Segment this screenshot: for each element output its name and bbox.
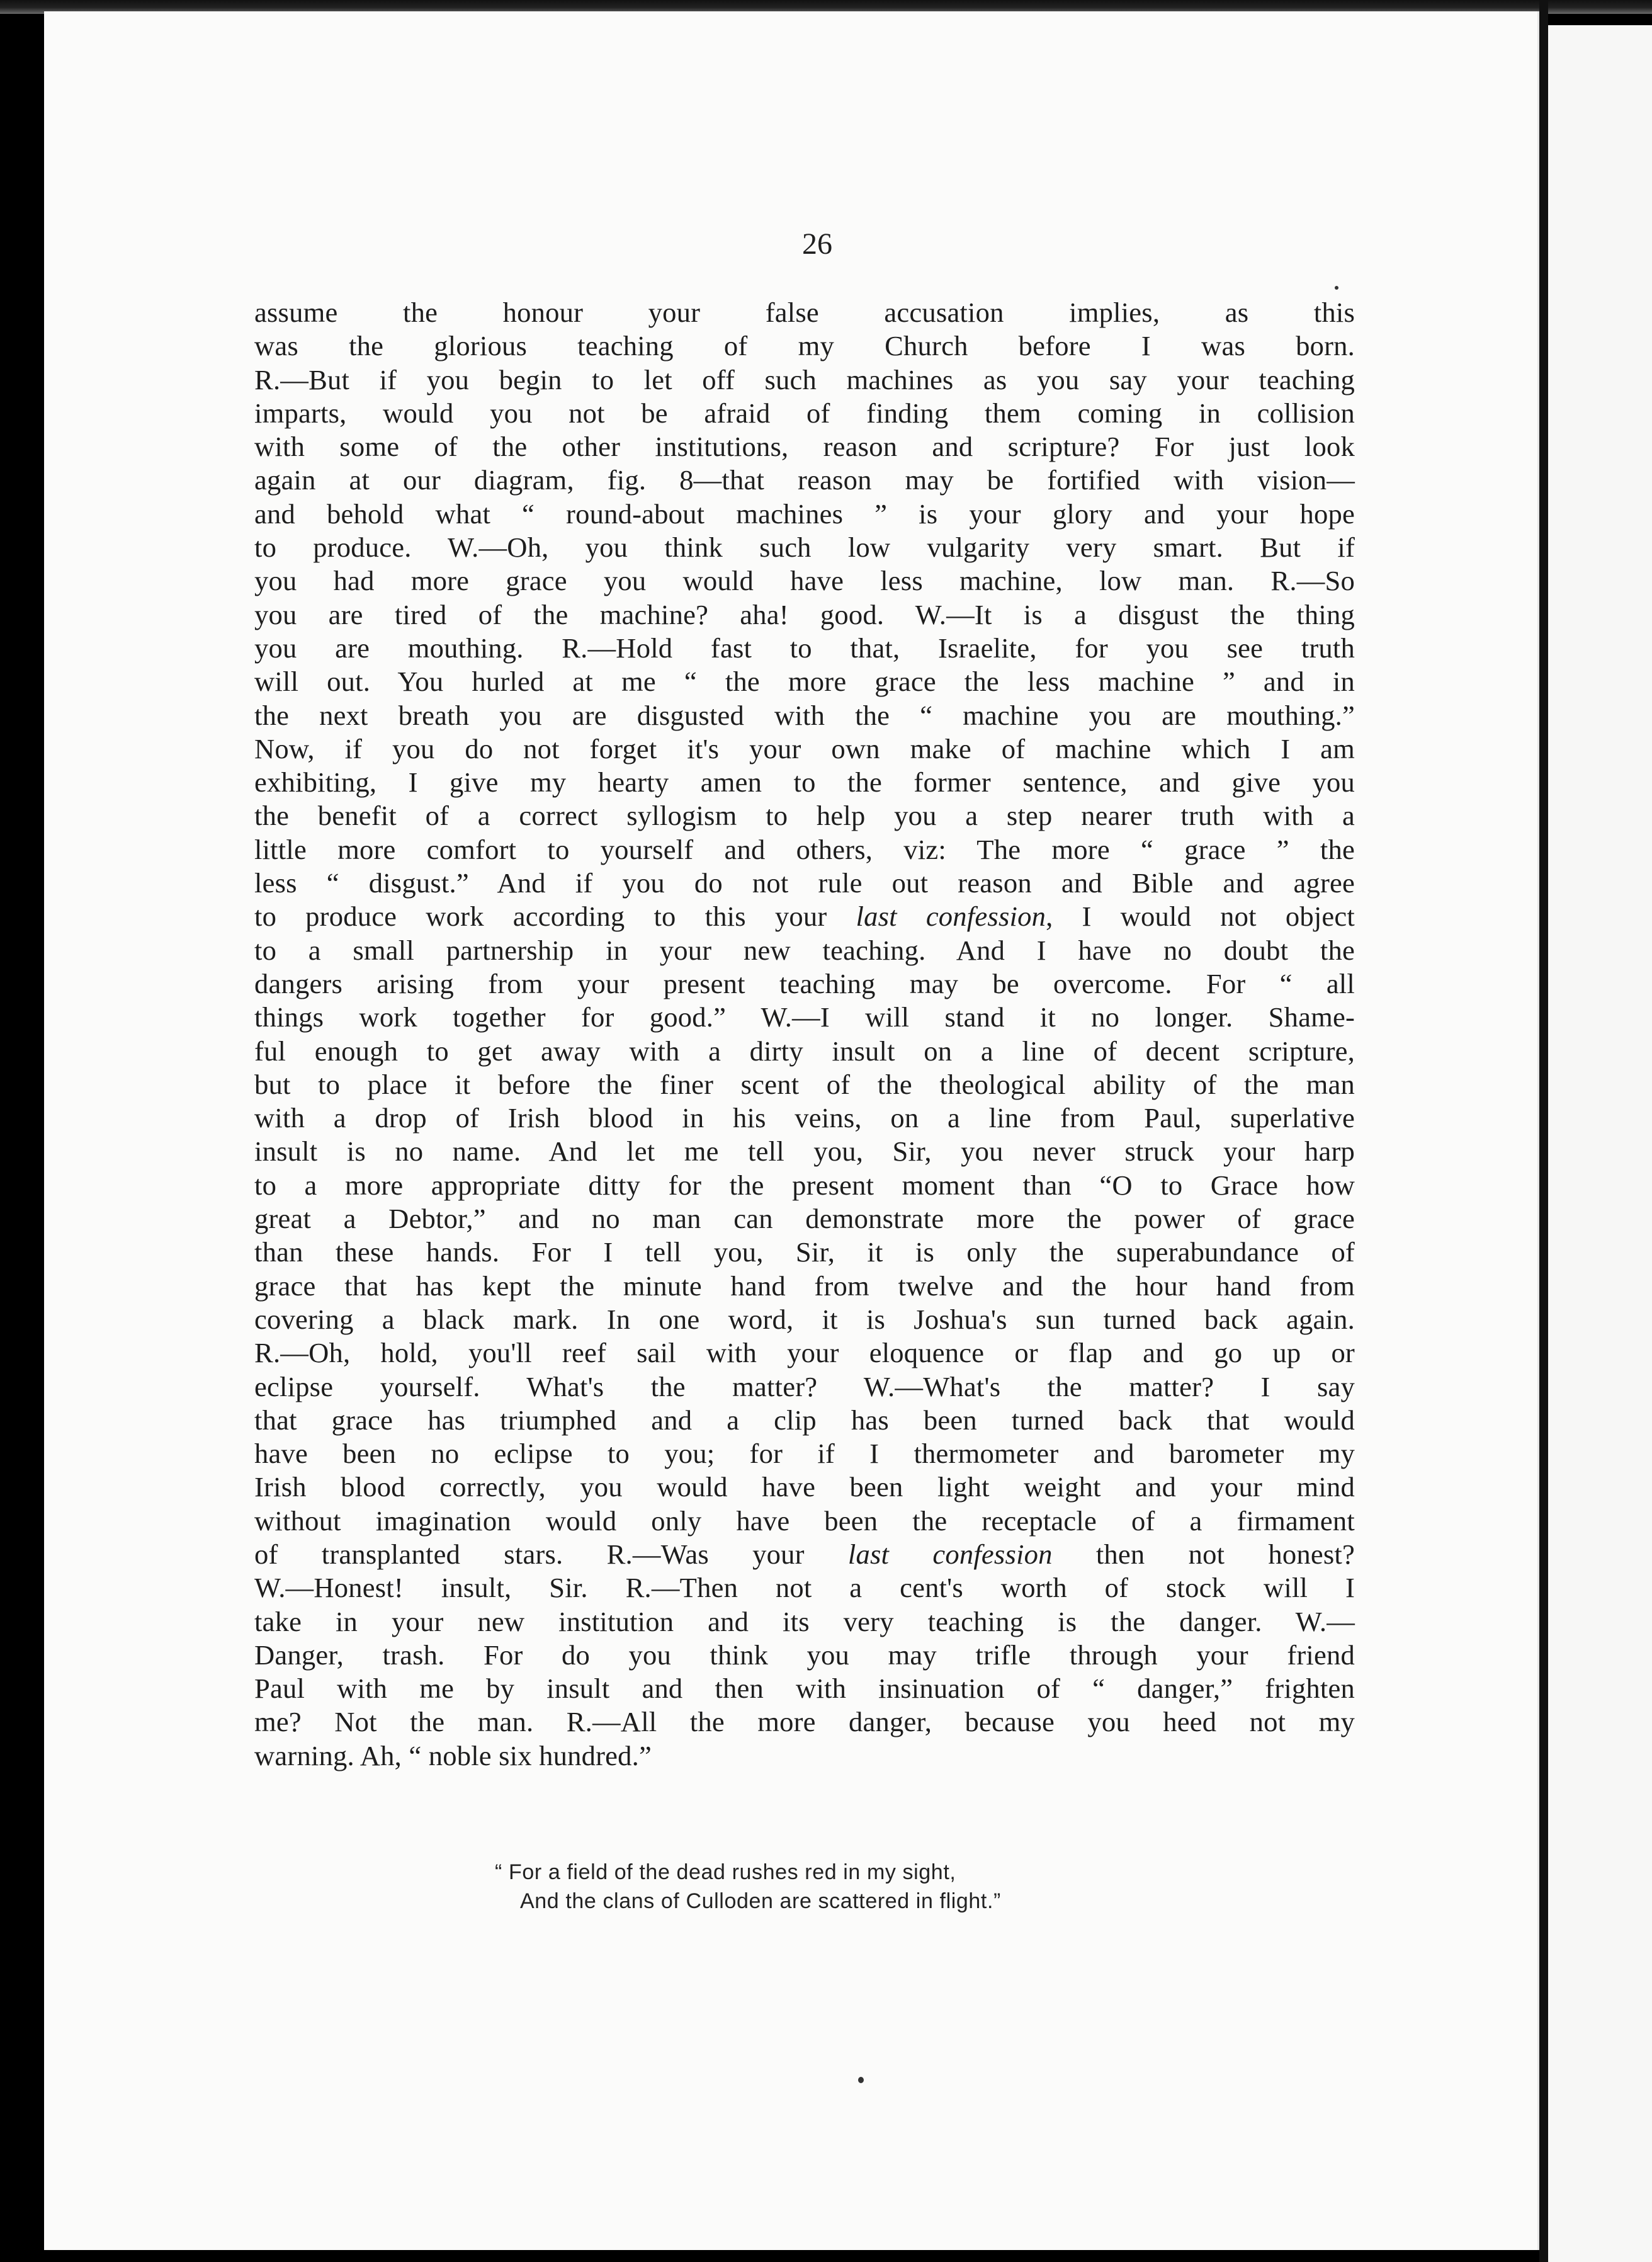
verse-line: And the clans of Culloden are scattered in flight.” <box>520 1889 1001 1913</box>
text-line: to produce work according to this your last confession, I would not object <box>254 901 1355 933</box>
text-line: of transplanted stars. R.—Was your last confession then not honest? <box>254 1538 1355 1570</box>
text-line: that grace has triumphed and a clip has been turned back that would <box>254 1404 1355 1436</box>
facing-page-edge <box>1548 25 1652 2262</box>
text-line: to produce. W.—Oh, you think such low vulgarity very smart. But if <box>254 531 1355 564</box>
text-line: ful enough to get away with a dirty insult on a line of decent scripture, <box>254 1035 1355 1067</box>
text-line: Now, if you do not forget it's your own make of machine which I am <box>254 732 1355 764</box>
text-line: with some of the other institutions, reason and scripture? For just look <box>254 431 1355 463</box>
text-line: you had more grace you would have less machine, low man. R.—So <box>254 565 1355 597</box>
text-line: with a drop of Irish blood in his veins, on a line from Paul, superlative <box>254 1102 1355 1134</box>
text-line: me? Not the man. R.—All the more danger, because you heed not my <box>254 1706 1355 1738</box>
text-line: but to place it before the finer scent of the theological ability of the man <box>254 1068 1355 1100</box>
text-line: and behold what “ round-about machines ” is your glory and your hope <box>254 497 1355 530</box>
text-line: without imagination would only have been the receptacle of a firmament <box>254 1504 1355 1537</box>
text-line: things work together for good.” W.—I will stand it no longer. Shame- <box>254 1001 1355 1033</box>
text-line: take in your new institution and its very teaching is the danger. W.— <box>254 1605 1355 1637</box>
text-line: was the glorious teaching of my Church before I was born. <box>254 330 1355 362</box>
text-line: W.—Honest! insult, Sir. R.—Then not a cent's worth of stock will I <box>254 1572 1355 1604</box>
text-line: warning. Ah, “ noble six hundred.” <box>254 1739 652 1771</box>
text-line: R.—But if you begin to let off such machines as you say your teaching <box>254 363 1355 395</box>
text-line: Danger, trash. For do you think you may trifle through your friend <box>254 1639 1355 1671</box>
page-number: 26 <box>802 227 832 261</box>
text-line: R.—Oh, hold, you'll reef sail with your eloquence or flap and go up or <box>254 1337 1355 1369</box>
text-line: Irish blood correctly, you would have been light weight and your mind <box>254 1471 1355 1503</box>
body-paragraph <box>254 296 1355 1773</box>
italic-phrase: last confession <box>847 1538 1053 1570</box>
text-line: than these hands. For I tell you, Sir, it is only the superabundance of <box>254 1236 1355 1268</box>
text-line: little more comfort to yourself and others, viz: The more “ grace ” the <box>254 833 1355 865</box>
ink-speck <box>858 2077 864 2083</box>
scan-gutter-shadow <box>1539 0 1548 2262</box>
text-line: covering a black mark. In one word, it is Joshua's sun turned back again. <box>254 1303 1355 1335</box>
text-line: the next breath you are disgusted with the “ machine you are mouthing.” <box>254 699 1355 731</box>
verse-line: “ For a field of the dead rushes red in my sight, <box>495 1860 956 1884</box>
text-line: will out. You hurled at me “ the more grace the less machine ” and in <box>254 666 1355 698</box>
text-line: great a Debtor,” and no man can demonstrate more the power of grace <box>254 1203 1355 1235</box>
verse-quotation <box>495 1858 1001 1916</box>
text-line: insult is no name. And let me tell you, Sir, you never struck your harp <box>254 1135 1355 1168</box>
text-line: grace that has kept the minute hand from twelve and the hour hand from <box>254 1270 1355 1302</box>
text-line: have been no eclipse to you; for if I thermometer and barometer my <box>254 1438 1355 1470</box>
text-line: you are tired of the machine? aha! good. W.—It is a disgust the thing <box>254 598 1355 630</box>
text-line: less “ disgust.” And if you do not rule out reason and Bible and agree <box>254 867 1355 899</box>
text-line: to a small partnership in your new teaching. And I have no doubt the <box>254 934 1355 966</box>
ink-speck <box>1335 286 1338 290</box>
text-line: assume the honour your false accusation implies, as this <box>254 297 1355 328</box>
italic-phrase: last confession <box>856 901 1046 933</box>
text-line: imparts, would you not be afraid of finding them coming in collision <box>254 397 1355 429</box>
text-line: to a more appropriate ditty for the present moment than “O to Grace how <box>254 1169 1355 1201</box>
text-line: again at our diagram, fig. 8—that reason may be fortified with vision— <box>254 464 1355 496</box>
text-line: eclipse yourself. What's the matter? W.—What's the matter? I say <box>254 1370 1355 1402</box>
text-line: dangers arising from your present teaching may be overcome. For “ all <box>254 967 1355 999</box>
text-line: exhibiting, I give my hearty amen to the former sentence, and give you <box>254 766 1355 799</box>
text-line: you are mouthing. R.—Hold fast to that, Israelite, for you see truth <box>254 632 1355 664</box>
text-line: the benefit of a correct syllogism to help you a step nearer truth with a <box>254 800 1355 832</box>
text-line: Paul with me by insult and then with insinuation of “ danger,” frighten <box>254 1673 1355 1705</box>
